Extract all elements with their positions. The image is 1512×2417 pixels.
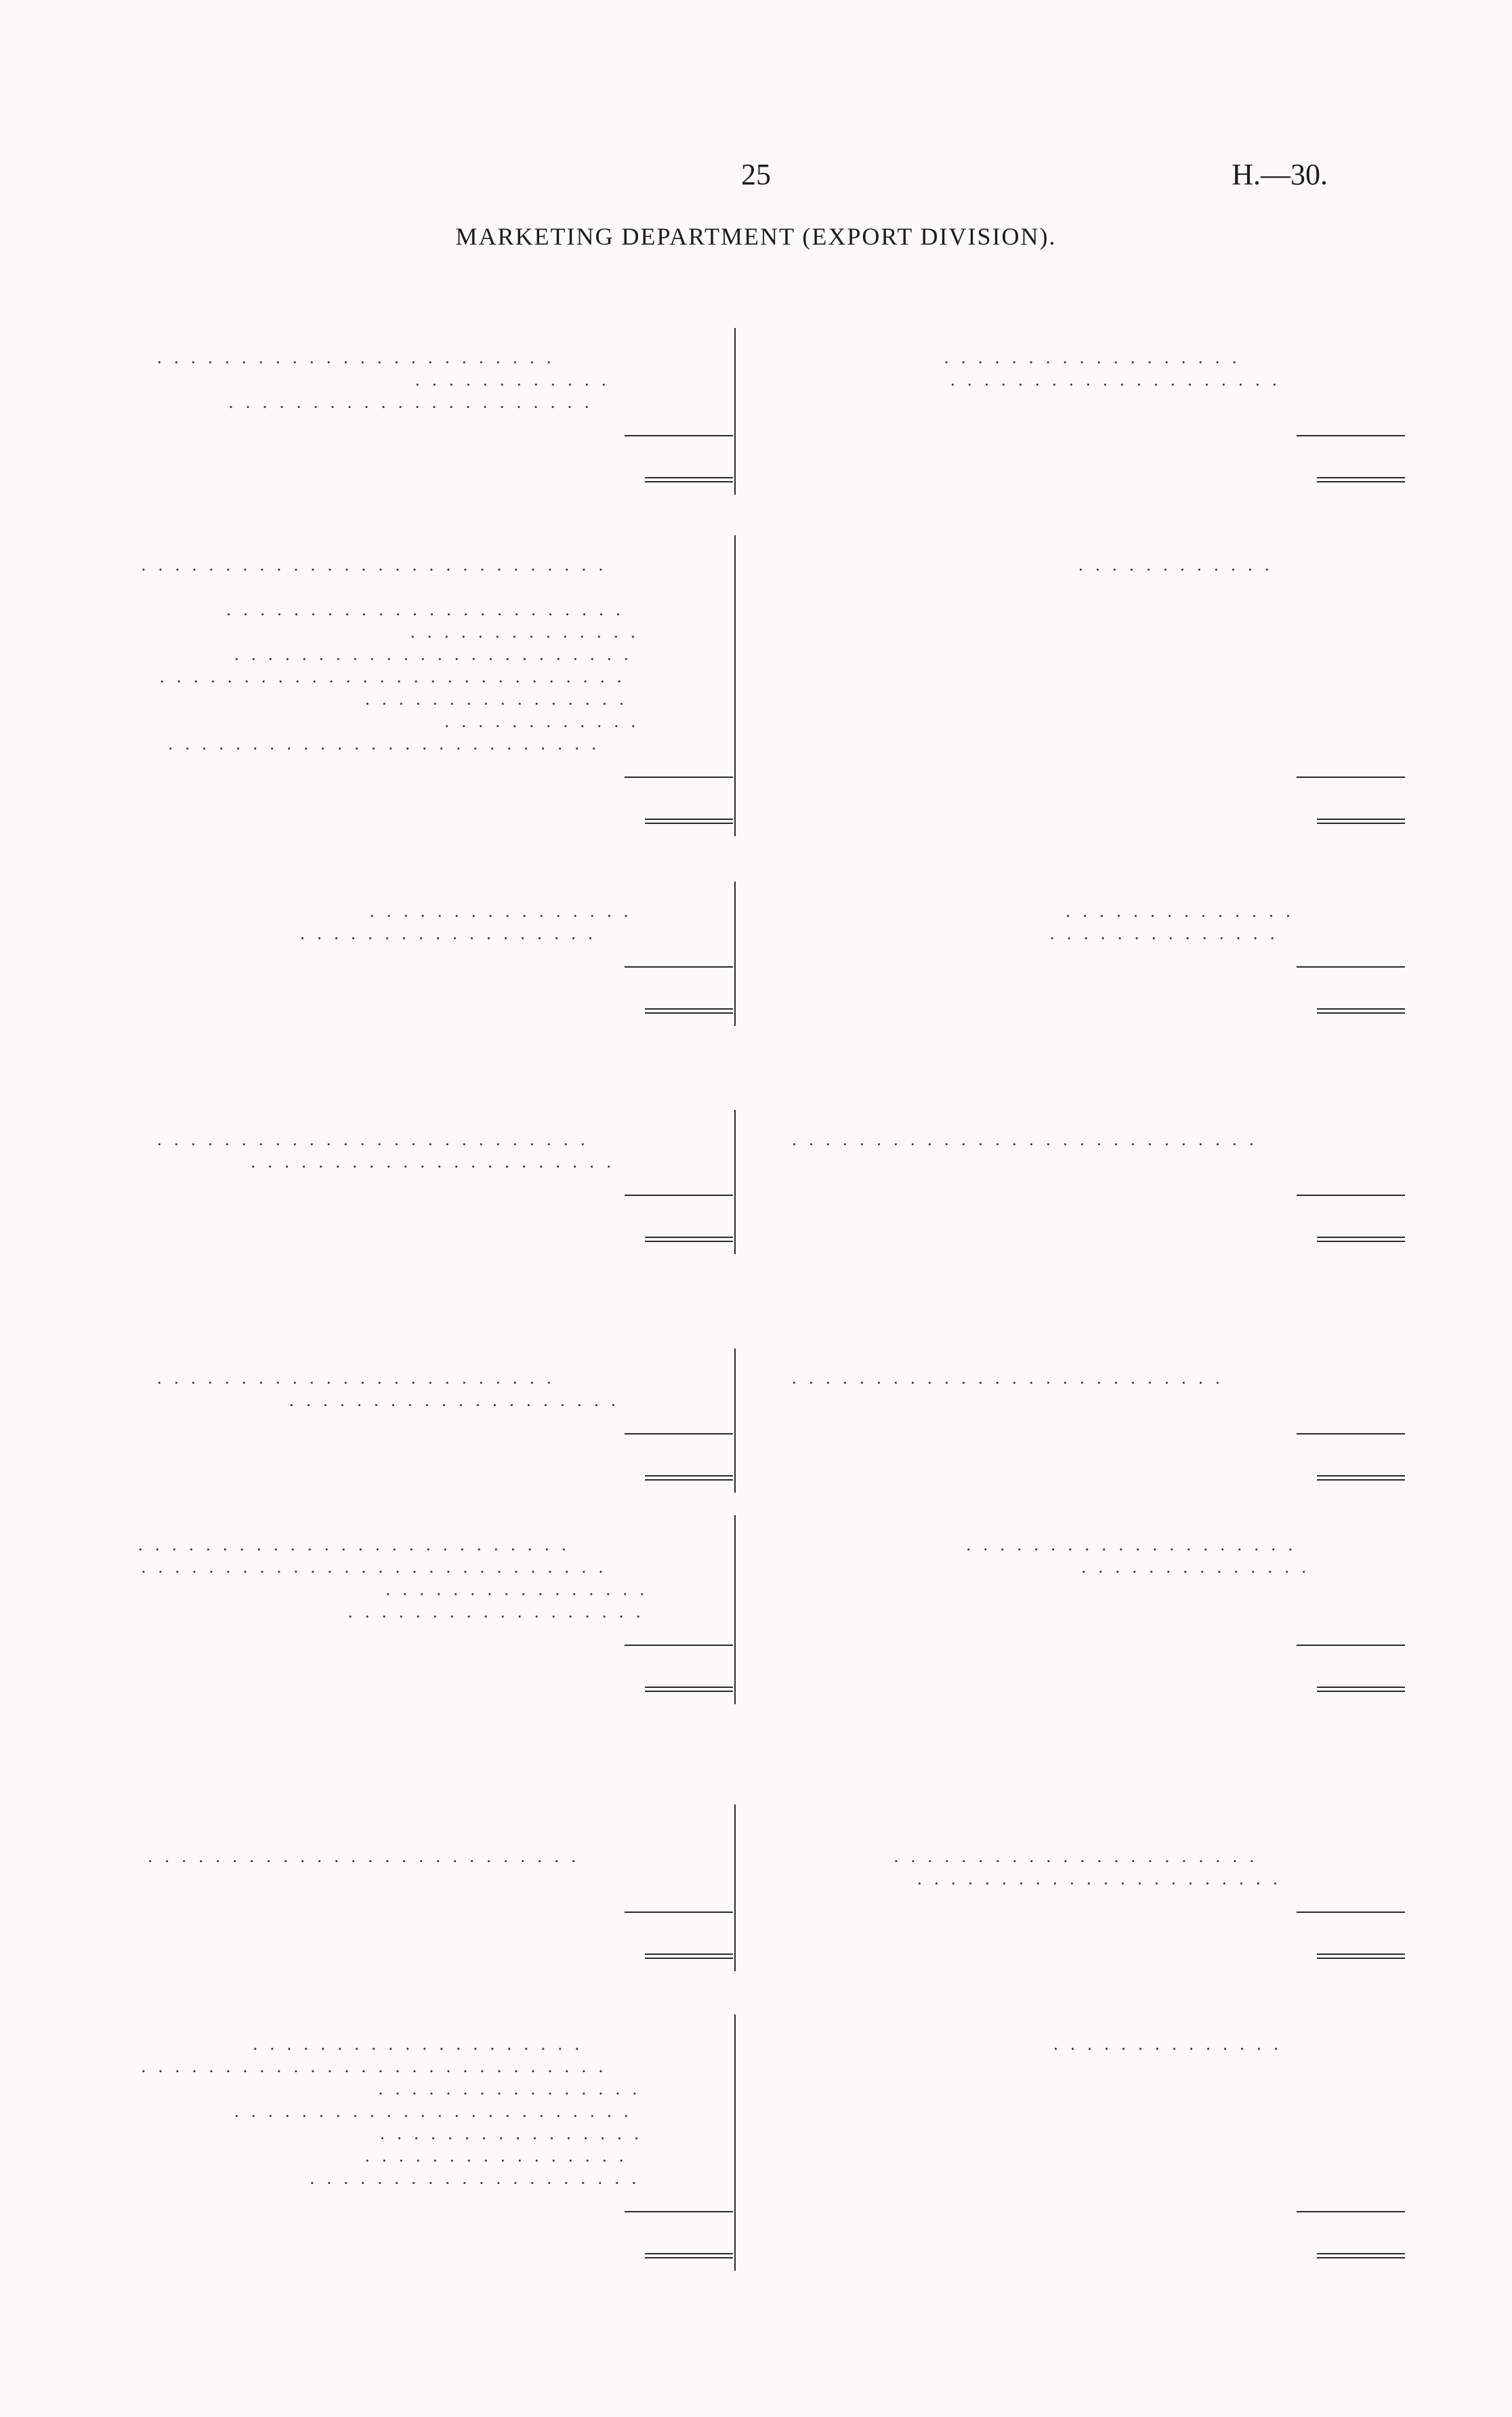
hides-purchase-credit-leader: . . . . . . . . . . . . . . . . . . . . . . [894, 1846, 1259, 1866]
hides-revenue-debit-leader: . . . . . . . . . . . . . . . . . . . . . . . . [234, 2101, 633, 2121]
hides-revenue-debit-leader: . . . . . . . . . . . . . . . . . . . . [310, 2168, 640, 2188]
tallow-revenue-debit-leader: . . . . . . . . . . . . . . . . [365, 689, 628, 709]
rule-line [645, 823, 733, 824]
column-divider [734, 882, 736, 1026]
rule-line [1317, 823, 1405, 824]
rule-line [1317, 1479, 1405, 1481]
rule-line [1317, 2253, 1405, 2254]
rule-line [625, 435, 733, 436]
column-divider [734, 1515, 736, 1704]
tallow-purchase-credit-leader: . . . . . . . . . . . . . . . . . . [944, 348, 1241, 367]
rule-line [1297, 1433, 1405, 1434]
scheelite-purchase-credit-leader: . . . . . . . . . . . . . . . . . . . . . . . . . . . . [792, 1130, 1258, 1149]
rule-line [625, 777, 733, 778]
column-divider [734, 1348, 736, 1493]
rule-line [645, 1008, 733, 1010]
hides-revenue-credit-leader: . . . . . . . . . . . . . . [1053, 2034, 1282, 2054]
war-office-revenue-credit-leader: . . . . . . . . . . . . . . . . . . . . [966, 1535, 1297, 1554]
war-office-revenue-debit-leader: . . . . . . . . . . . . . . . . . . [348, 1602, 645, 1621]
rule-line [1317, 1008, 1405, 1010]
rule-line [625, 1433, 733, 1434]
rule-line [1317, 1241, 1405, 1242]
hides-revenue-debit-leader: . . . . . . . . . . . . . . . . [365, 2146, 628, 2166]
rule-line [645, 1954, 733, 1955]
war-office-revenue-debit-leader: . . . . . . . . . . . . . . . . . . . . . . . . . . [138, 1535, 570, 1554]
rule-line [645, 2253, 733, 2254]
war-office-purchase-debit-leader: . . . . . . . . . . . . . . . . . . . . [289, 1390, 620, 1410]
rule-line [645, 1237, 733, 1238]
tallow-revenue-debit-leader: . . . . . . . . . . . . . . . . . . . . . . . . . . [168, 734, 600, 753]
rule-line [1317, 1958, 1405, 1959]
war-office-purchase-credit-leader: . . . . . . . . . . . . . . . . . . . . . . . . . . [792, 1368, 1224, 1388]
rule-line [1297, 2211, 1405, 2212]
rule-line [1297, 1912, 1405, 1913]
rule-line [645, 1012, 733, 1014]
tallow-revenue-debit-leader: . . . . . . . . . . . . . . [410, 622, 639, 642]
tallow-revenue-debit-leader: . . . . . . . . . . . . . . . . . . . . . . . . [234, 644, 633, 664]
rule-line [1317, 1475, 1405, 1476]
rule-line [1297, 966, 1405, 968]
rule-line [645, 1475, 733, 1476]
tallow-purchase-credit-leader: . . . . . . . . . . . . . . . . . . . . [950, 370, 1281, 390]
column-divider [734, 1110, 736, 1254]
scheelite-purchase-debit-leader: . . . . . . . . . . . . . . . . . . . . . . . . . . [156, 1130, 589, 1149]
rule-line [645, 819, 733, 820]
column-divider [734, 1804, 736, 1971]
rule-line [1297, 1195, 1405, 1196]
tallow-revenue-debit-leader: . . . . . . . . . . . . . . . . . . . . . . . . [226, 600, 625, 619]
tallow-account-credit-leader: . . . . . . . . . . . . . . [1066, 901, 1295, 921]
rule-line [625, 2211, 733, 2212]
rule-line [645, 1479, 733, 1481]
war-office-revenue-credit-leader: . . . . . . . . . . . . . . [1081, 1557, 1310, 1577]
war-office-purchase-debit-leader: . . . . . . . . . . . . . . . . . . . . . . . . [156, 1368, 555, 1388]
rule-line [1317, 1954, 1405, 1955]
rule-line [1317, 477, 1405, 478]
rule-line [645, 1241, 733, 1242]
rule-line [625, 1912, 733, 1913]
rule-line [1297, 435, 1405, 436]
rule-line [645, 477, 733, 478]
rule-line [1297, 1645, 1405, 1646]
rule-line [1317, 481, 1405, 482]
tallow-revenue-credit-leader: . . . . . . . . . . . . [1078, 555, 1274, 575]
column-divider [734, 328, 736, 495]
rule-line [625, 966, 733, 968]
rule-line [645, 481, 733, 482]
document-reference: H.—30. [1232, 158, 1328, 191]
tallow-revenue-debit-leader: . . . . . . . . . . . . . . . . . . . . . . . . . . . . [159, 667, 626, 686]
column-divider [734, 2015, 736, 2271]
war-office-revenue-debit-leader: . . . . . . . . . . . . . . . . . . . . . . . . . . . . [141, 1557, 608, 1577]
hides-revenue-debit-leader: . . . . . . . . . . . . . . . . . . . . . . . . . . . . [141, 2057, 608, 2076]
rule-line [645, 2257, 733, 2258]
rule-line [1297, 777, 1405, 778]
hides-revenue-debit-leader: . . . . . . . . . . . . . . . . . . . . [253, 2034, 583, 2054]
page-number: 25 [741, 158, 771, 191]
column-divider [734, 535, 736, 836]
tallow-revenue-debit-leader: . . . . . . . . . . . . [444, 711, 639, 731]
rule-line [1317, 819, 1405, 820]
rule-line [625, 1195, 733, 1196]
rule-line [1317, 1237, 1405, 1238]
rule-line [645, 1691, 733, 1692]
tallow-purchase-debit-leader: . . . . . . . . . . . . . . . . . . . . . . . . [156, 348, 555, 367]
hides-purchase-credit-leader: . . . . . . . . . . . . . . . . . . . . . . [917, 1869, 1282, 1888]
tallow-purchase-debit-leader: . . . . . . . . . . . . [415, 370, 610, 390]
war-office-revenue-debit-leader: . . . . . . . . . . . . . . . . [385, 1579, 648, 1599]
tallow-account-debit-leader: . . . . . . . . . . . . . . . . [369, 901, 633, 921]
tallow-purchase-debit-leader: . . . . . . . . . . . . . . . . . . . . . . [228, 392, 593, 412]
department-title: MARKETING DEPARTMENT (EXPORT DIVISION). [455, 223, 1057, 250]
rule-line [1317, 1691, 1405, 1692]
hides-purchase-debit-leader: . . . . . . . . . . . . . . . . . . . . . . . . . . [148, 1846, 580, 1866]
rule-line [625, 1645, 733, 1646]
scheelite-purchase-debit-leader: . . . . . . . . . . . . . . . . . . . . . . [251, 1152, 615, 1172]
hides-revenue-debit-leader: . . . . . . . . . . . . . . . . [378, 2079, 642, 2099]
tallow-account-credit-leader: . . . . . . . . . . . . . . [1049, 924, 1279, 943]
rule-line [1317, 1687, 1405, 1688]
tallow-revenue-debit-leader: . . . . . . . . . . . . . . . . . . . . . . . . . . . . [141, 555, 608, 575]
hides-revenue-debit-leader: . . . . . . . . . . . . . . . . [380, 2124, 643, 2143]
rule-line [1317, 1012, 1405, 1014]
tallow-account-debit-leader: . . . . . . . . . . . . . . . . . . [300, 924, 597, 943]
rule-line [1317, 2257, 1405, 2258]
rule-line [645, 1687, 733, 1688]
rule-line [645, 1958, 733, 1959]
